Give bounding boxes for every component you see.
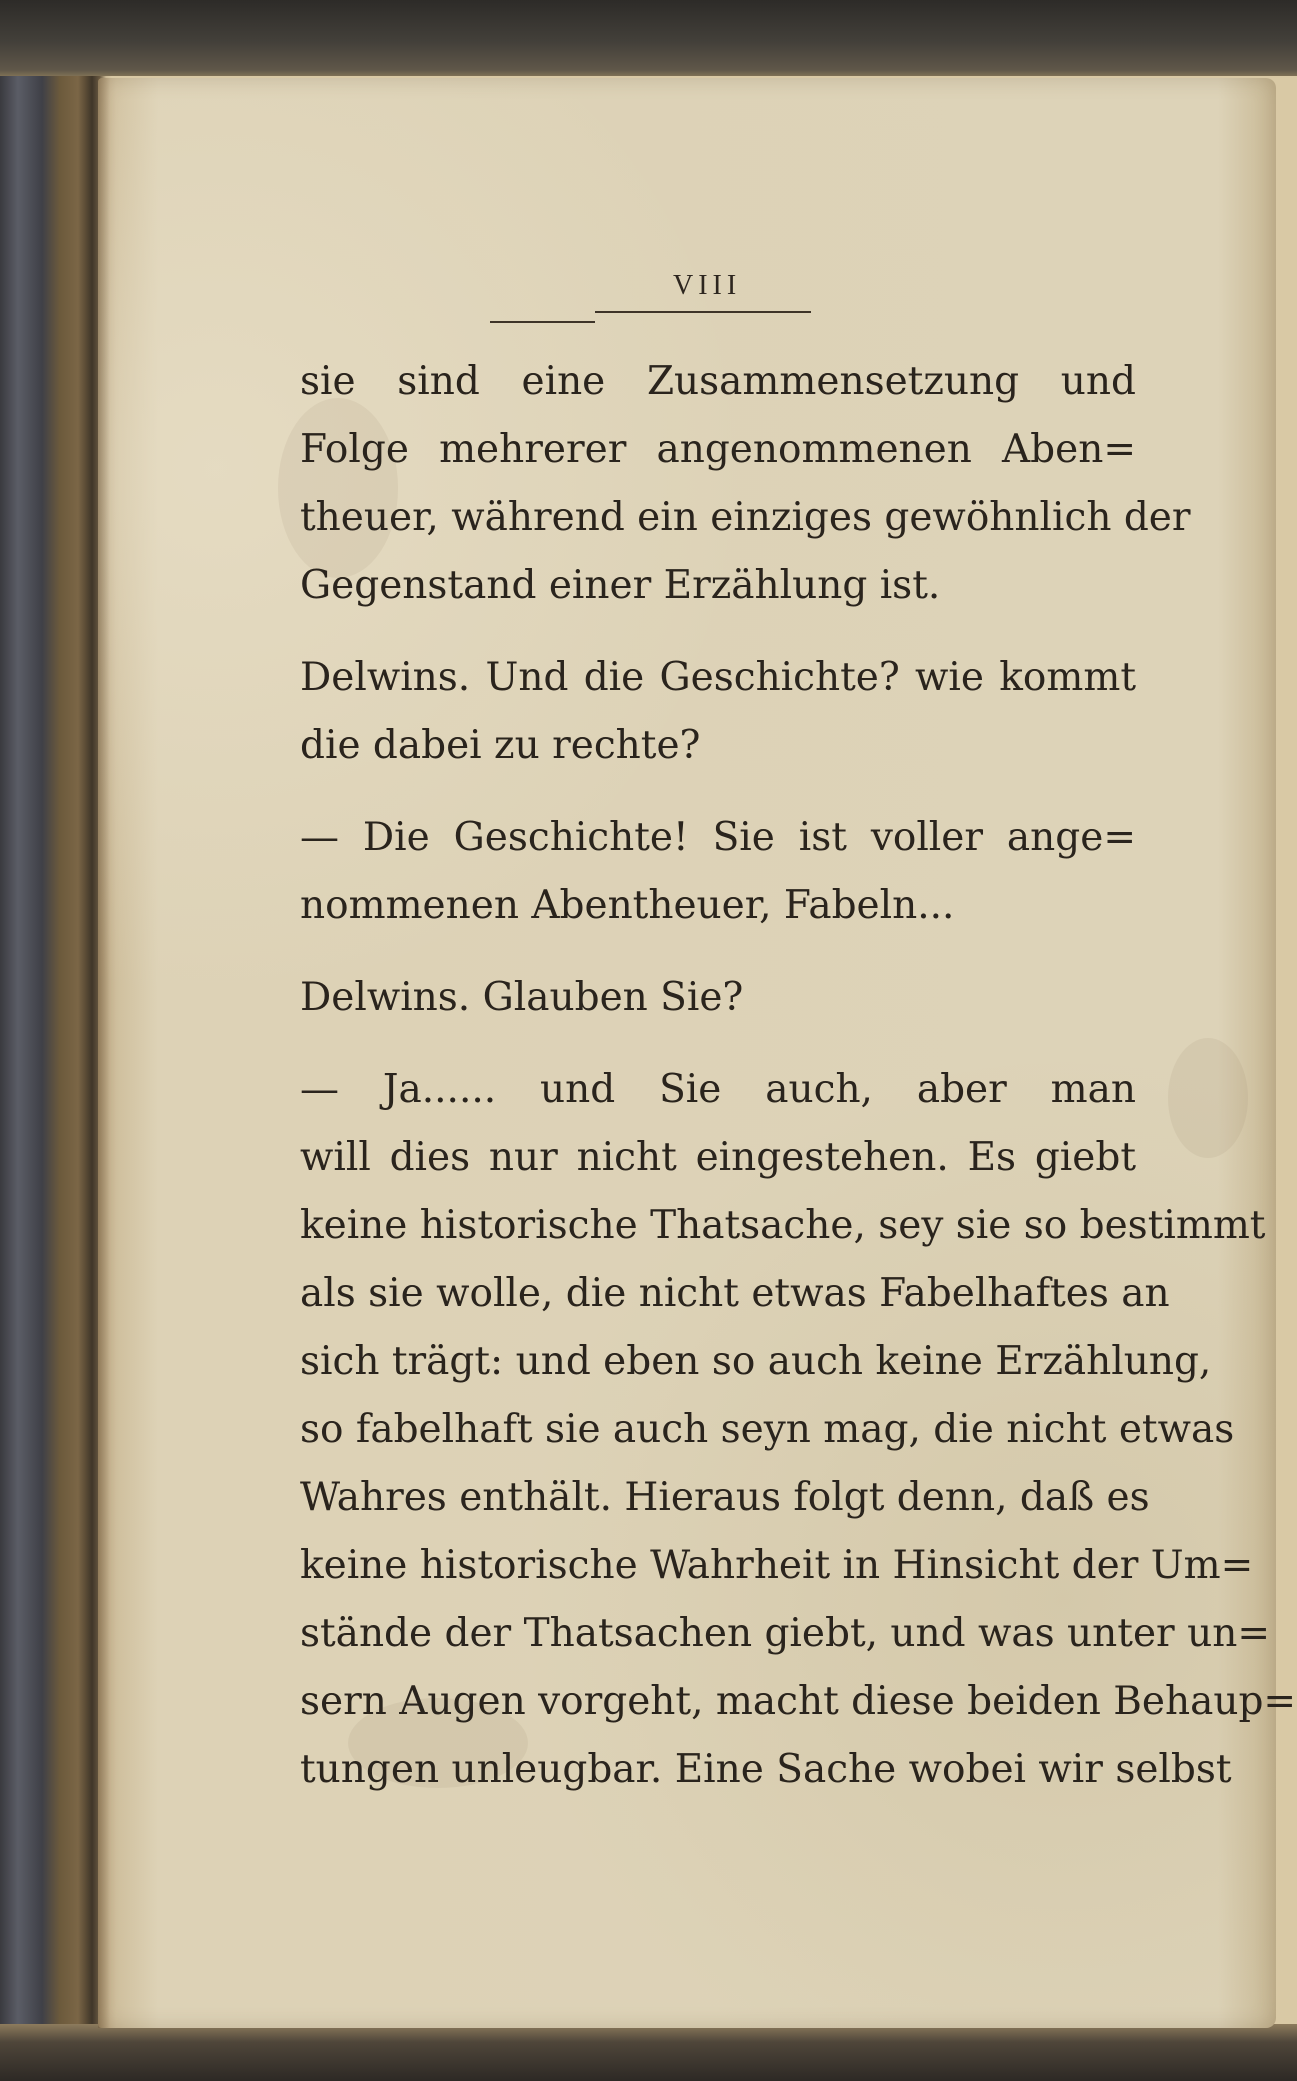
text-line: Wahres enthält. Hieraus folgt denn, daß es bbox=[300, 1475, 1150, 1520]
text-line: Gegenstand einer Erzählung ist. bbox=[300, 563, 941, 608]
page-gutter-shadow bbox=[98, 78, 110, 2028]
text-line: — Ja...... und Sie auch, aber man bbox=[300, 1067, 1136, 1112]
text-line: als sie wolle, die nicht etwas Fabelhaftes an bbox=[300, 1271, 1170, 1316]
text-line: tungen unleugbar. Eine Sache wobei wir selbst bbox=[300, 1747, 1232, 1792]
bottom-cover-edge bbox=[0, 2024, 1297, 2081]
page-text-block bbox=[300, 348, 1297, 1804]
page-number: VIII bbox=[673, 270, 742, 301]
paragraph-gap bbox=[300, 780, 1136, 804]
paragraph-gap bbox=[300, 620, 1136, 644]
text-line: so fabelhaft sie auch seyn mag, die nicht etwas bbox=[300, 1407, 1235, 1452]
text-line: nommenen Abentheuer, Fabeln... bbox=[300, 883, 955, 928]
text-line: will dies nur nicht eingestehen. Es giebt bbox=[300, 1135, 1136, 1180]
text-line: stände der Thatsachen giebt, und was unter un= bbox=[300, 1611, 1270, 1656]
paragraph-gap bbox=[300, 1032, 1136, 1056]
text-line: sie sind eine Zusammensetzung und bbox=[300, 359, 1136, 404]
text-line: — Die Geschichte! Sie ist voller ange= bbox=[300, 815, 1136, 860]
header-rule-left bbox=[490, 321, 595, 323]
text-line: sich trägt: und eben so auch keine Erzählung, bbox=[300, 1339, 1212, 1384]
text-line: Delwins. Glauben Sie? bbox=[300, 975, 744, 1020]
text-line: Folge mehrerer angenommenen Aben= bbox=[300, 427, 1136, 472]
paper-stain bbox=[1168, 1038, 1248, 1158]
text-line: theuer, während ein einziges gewöhnlich der bbox=[300, 495, 1191, 540]
text-line: Delwins. Und die Geschichte? wie kommt bbox=[300, 655, 1136, 700]
text-line: sern Augen vorgeht, macht diese beiden Behaup= bbox=[300, 1679, 1297, 1724]
text-line: die dabei zu rechte? bbox=[300, 723, 701, 768]
top-cover-edge bbox=[0, 0, 1297, 76]
text-line: keine historische Wahrheit in Hinsicht der Um= bbox=[300, 1543, 1254, 1588]
paragraph-gap bbox=[300, 940, 1136, 964]
text-line: keine historische Thatsache, sey sie so bestimmt bbox=[300, 1203, 1266, 1248]
header-rule-right bbox=[595, 311, 811, 313]
